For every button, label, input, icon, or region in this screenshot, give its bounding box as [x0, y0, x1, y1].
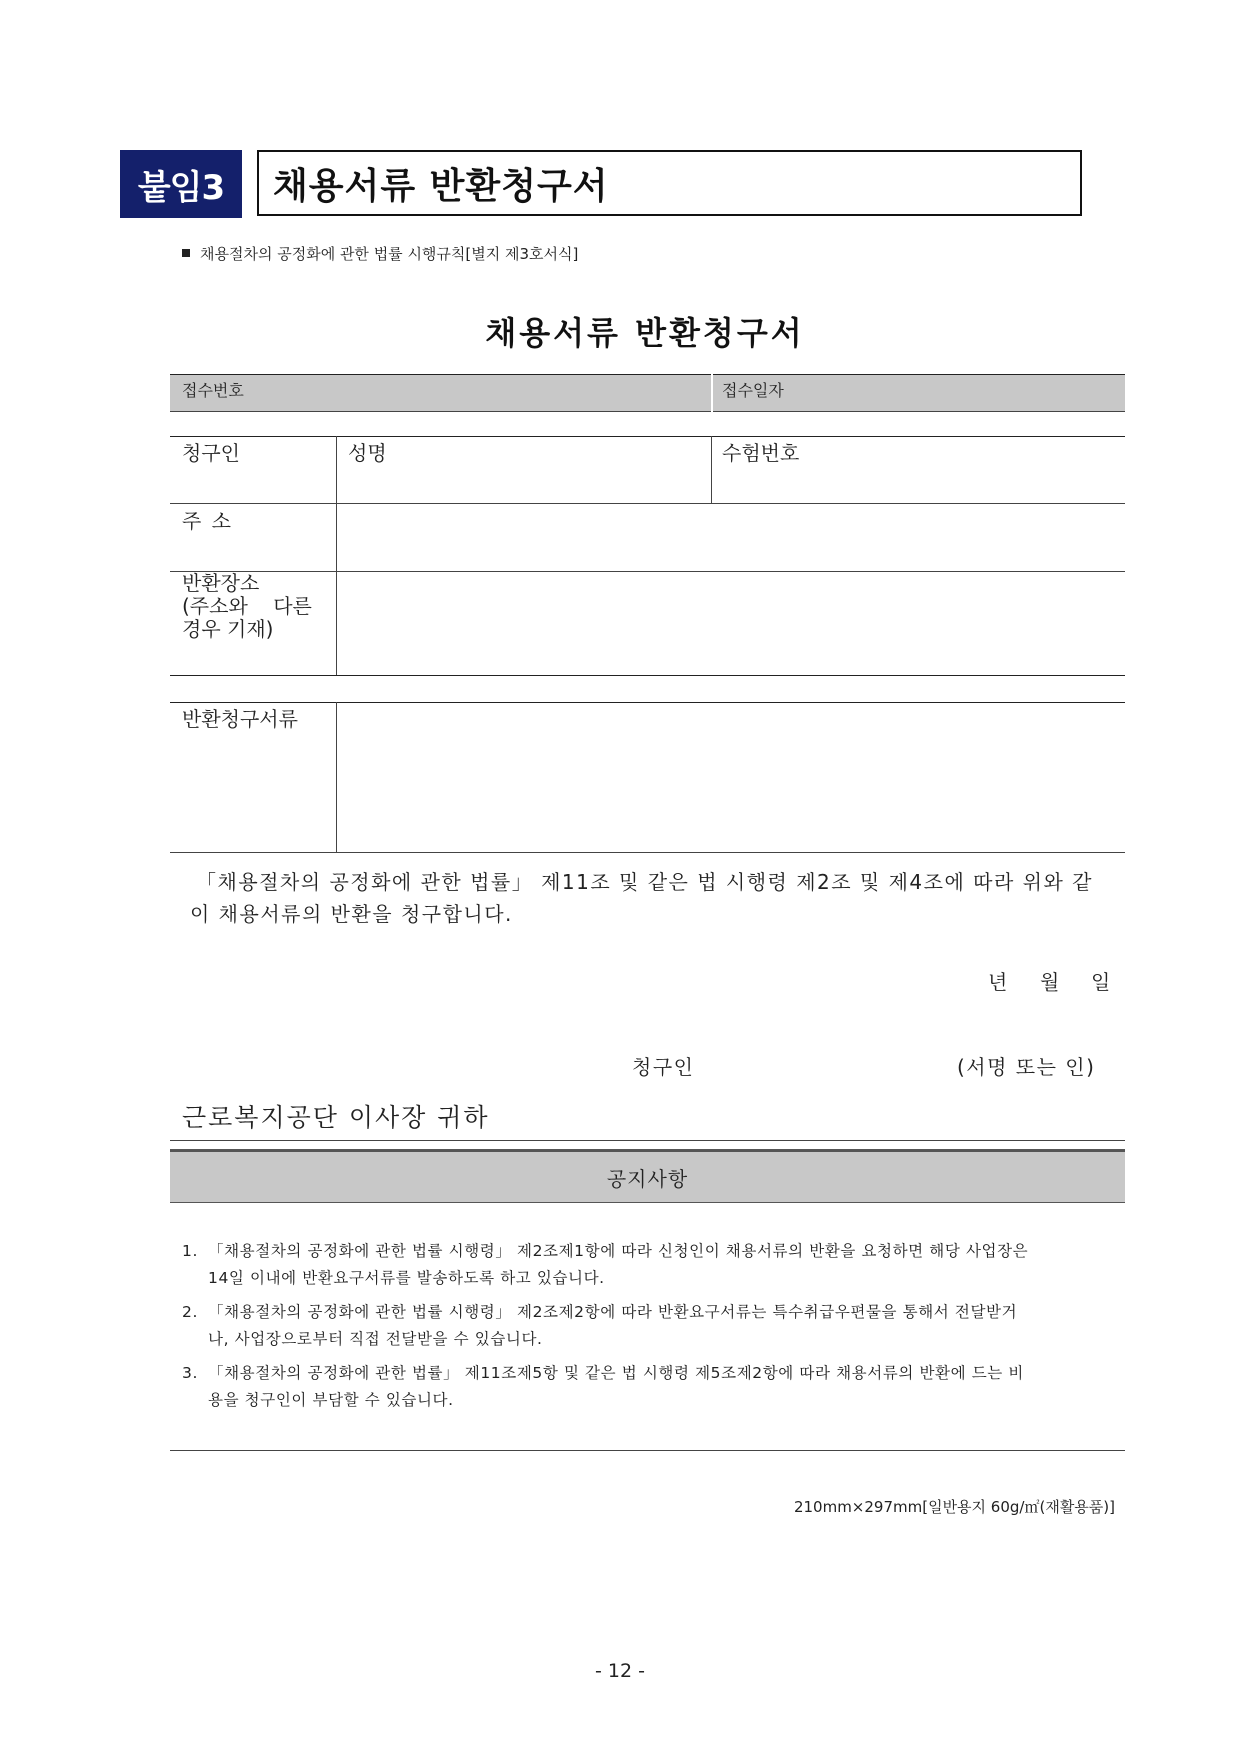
notice-item: 1. 「채용절차의 공정화에 관한 법률 시행령」 제2조제1항에 따라 신청인이 채용서류의 반환을 요청하면 해당 사업장은 14일 이내에 반환요구서류를 발송하도록 하고 있습니다.: [182, 1242, 1029, 1287]
paper-spec: 210mm×297mm[일반용지 60g/㎡(재활용품)]: [793, 1498, 1115, 1516]
divider: [336, 436, 337, 675]
divider: [170, 411, 1125, 412]
divider: [170, 503, 1125, 504]
divider: [170, 374, 1125, 375]
divider: [170, 702, 1125, 703]
date-day: 일: [1091, 970, 1112, 994]
notice-item: 3. 「채용절차의 공정화에 관한 법률」 제11조제5항 및 같은 법 시행령 제5조제2항에 따라 채용서류의 반환에 드는 비 용을 청구인이 부담할 수 있습니다.: [182, 1364, 1024, 1409]
divider: [170, 1140, 1125, 1141]
return-place-label: 반환장소 (주소와 다른 경우 기재): [182, 571, 312, 641]
receipt-row: [170, 374, 1125, 412]
notice-list: [182, 1238, 1117, 1414]
divider: [711, 374, 713, 412]
signature-field: (서명 또는 인): [957, 1055, 1096, 1079]
square-bullet-icon: [182, 249, 190, 257]
document-title: 채용서류 반환청구서: [257, 150, 1082, 216]
source-note: 채용절차의 공정화에 관한 법률 시행규칙[별지 제3호서식]: [182, 243, 578, 264]
date-month: 월: [1040, 970, 1061, 994]
statement-line-1: 「채용절차의 공정화에 관한 법률」 제11조 및 같은 법 시행령 제2조 및 제4조에 따라 위와 같: [196, 870, 1093, 894]
attachment-badge: 붙임3: [120, 150, 242, 218]
exam-number-label: 수험번호: [722, 441, 800, 465]
signature-label: 청구인: [632, 1055, 695, 1079]
statement-line-2: 이 채용서류의 반환을 청구합니다.: [190, 902, 513, 926]
divider: [336, 702, 337, 852]
divider: [711, 436, 712, 503]
address-label: 주 소: [182, 509, 233, 533]
divider: [170, 675, 1125, 676]
notice-heading: 공지사항: [606, 1167, 689, 1191]
divider: [170, 1450, 1125, 1451]
divider: [170, 571, 1125, 572]
page-number: - 12 -: [595, 1660, 645, 1682]
divider: [170, 1202, 1125, 1203]
receipt-date-label: 접수일자: [722, 381, 784, 400]
documents-label: 반환청구서류: [182, 707, 298, 731]
name-label: 성명: [348, 441, 387, 465]
date-year: 년: [988, 970, 1009, 994]
divider: [170, 436, 1125, 437]
applicant-label: 청구인: [182, 441, 240, 465]
receipt-number-label: 접수번호: [182, 381, 244, 400]
addressee: 근로복지공단 이사장 귀하: [182, 1103, 490, 1132]
notice-item: 2. 「채용절차의 공정화에 관한 법률 시행령」 제2조제2항에 따라 반환요구서류는 특수취급우편물을 통해서 전달받거 나, 사업장으로부터 직접 전달받을 수 있습니다.: [182, 1303, 1018, 1348]
divider: [170, 852, 1125, 853]
form-title: 채용서류 반환청구서: [485, 314, 805, 352]
